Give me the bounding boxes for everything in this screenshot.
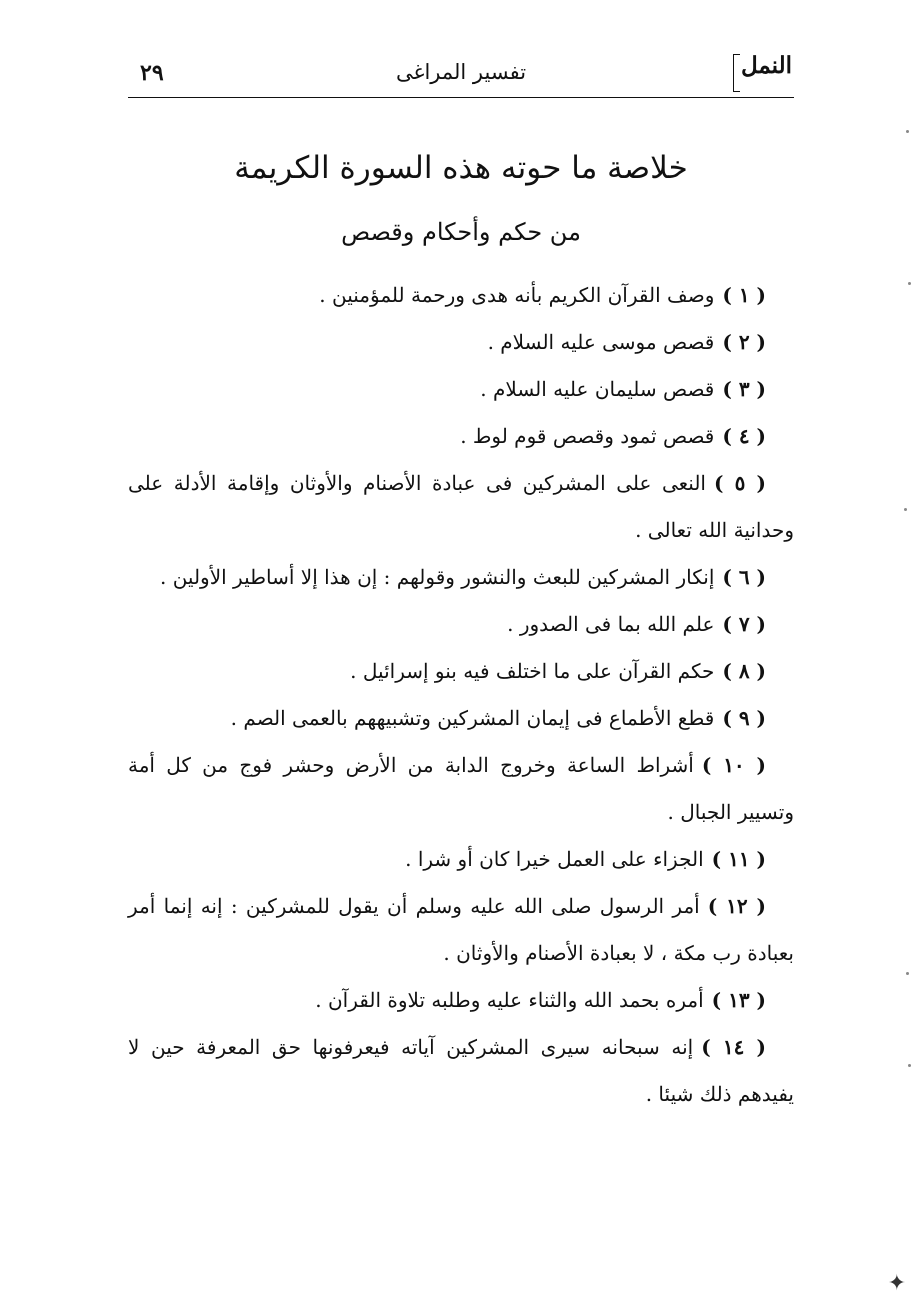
item-text: قصص موسى عليه السلام . — [487, 330, 715, 354]
item-text: وصف القرآن الكريم بأنه هدى ورحمة للمؤمنين . — [319, 283, 715, 307]
item-text: علم الله بما فى الصدور . — [507, 612, 715, 636]
list-item — [128, 648, 794, 695]
item-number: ( ٥ ) — [714, 471, 766, 495]
item-number: ( ٣ ) — [722, 377, 766, 401]
item-text: أشراط الساعة وخروج الدابة من الأرض وحشر فوج من كل أمة وتسيير الجبال . — [128, 753, 794, 824]
list-item — [128, 883, 794, 977]
list-item — [128, 601, 794, 648]
item-number: ( ١٢ ) — [708, 894, 766, 918]
surah-name: النمل — [733, 52, 792, 79]
running-header — [128, 52, 794, 98]
item-number: ( ٨ ) — [722, 659, 766, 683]
item-text: قصص ثمود وقصص قوم لوط . — [460, 424, 715, 448]
item-text: قطع الأطماع فى إيمان المشركين وتشبيههم بالعمى الصم . — [230, 706, 715, 730]
item-text: الجزاء على العمل خيرا كان أو شرا . — [405, 847, 704, 871]
page-subtitle: من حكم وأحكام وقصص — [341, 218, 581, 246]
item-number: ( ٩ ) — [722, 706, 766, 730]
item-number: ( ٧ ) — [722, 612, 766, 636]
item-number: ( ١٣ ) — [712, 988, 766, 1012]
item-text: أمر الرسول صلى الله عليه وسلم أن يقول للمشركين : إنه إنما أمر بعبادة رب مكة ، لا بعبادة الأصنام والأوثان . — [128, 894, 794, 965]
item-number: ( ١ ) — [722, 283, 766, 307]
item-text: إنه سبحانه سيرى المشركين آياته فيعرفونها حق المعرفة حين لا يفيدهم ذلك شيئا . — [128, 1035, 794, 1106]
page-number: ٢٩ — [140, 60, 164, 86]
list-item — [128, 977, 794, 1024]
running-title: تفسير المراغى — [395, 60, 527, 84]
list-item — [128, 319, 794, 366]
list-item — [128, 554, 794, 601]
item-text: حكم القرآن على ما اختلف فيه بنو إسرائيل . — [350, 659, 715, 683]
scan-speck — [904, 508, 907, 511]
item-number: ( ١٤ ) — [701, 1035, 766, 1059]
list-item — [128, 366, 794, 413]
list-item — [128, 413, 794, 460]
item-number: ( ٤ ) — [722, 424, 766, 448]
item-text: قصص سليمان عليه السلام . — [480, 377, 715, 401]
list-item — [128, 742, 794, 836]
item-number: ( ٢ ) — [722, 330, 766, 354]
page-title: خلاصة ما حوته هذه السورة الكريمة — [234, 150, 688, 186]
corner-mark-icon: ✦ — [887, 1271, 906, 1296]
list-item — [128, 836, 794, 883]
scan-speck — [908, 282, 911, 285]
list-item — [128, 695, 794, 742]
item-number: ( ١٠ ) — [702, 753, 766, 777]
scan-speck — [906, 972, 909, 975]
scan-speck — [906, 130, 909, 133]
list-item — [128, 460, 794, 554]
item-text: النعى على المشركين فى عبادة الأصنام والأوثان وإقامة الأدلة على وحدانية الله تعالى . — [128, 471, 794, 542]
list-item — [128, 1024, 794, 1118]
summary-list — [128, 272, 794, 1118]
item-text: أمره بحمد الله والثناء عليه وطلبه تلاوة القرآن . — [315, 988, 704, 1012]
item-number: ( ٦ ) — [722, 565, 766, 589]
item-number: ( ١١ ) — [712, 847, 766, 871]
list-item — [128, 272, 794, 319]
item-text: إنكار المشركين للبعث والنشور وقولهم : إن هذا إلا أساطير الأولين . — [159, 565, 715, 589]
header-rule — [128, 97, 794, 98]
scan-speck — [908, 1064, 911, 1067]
